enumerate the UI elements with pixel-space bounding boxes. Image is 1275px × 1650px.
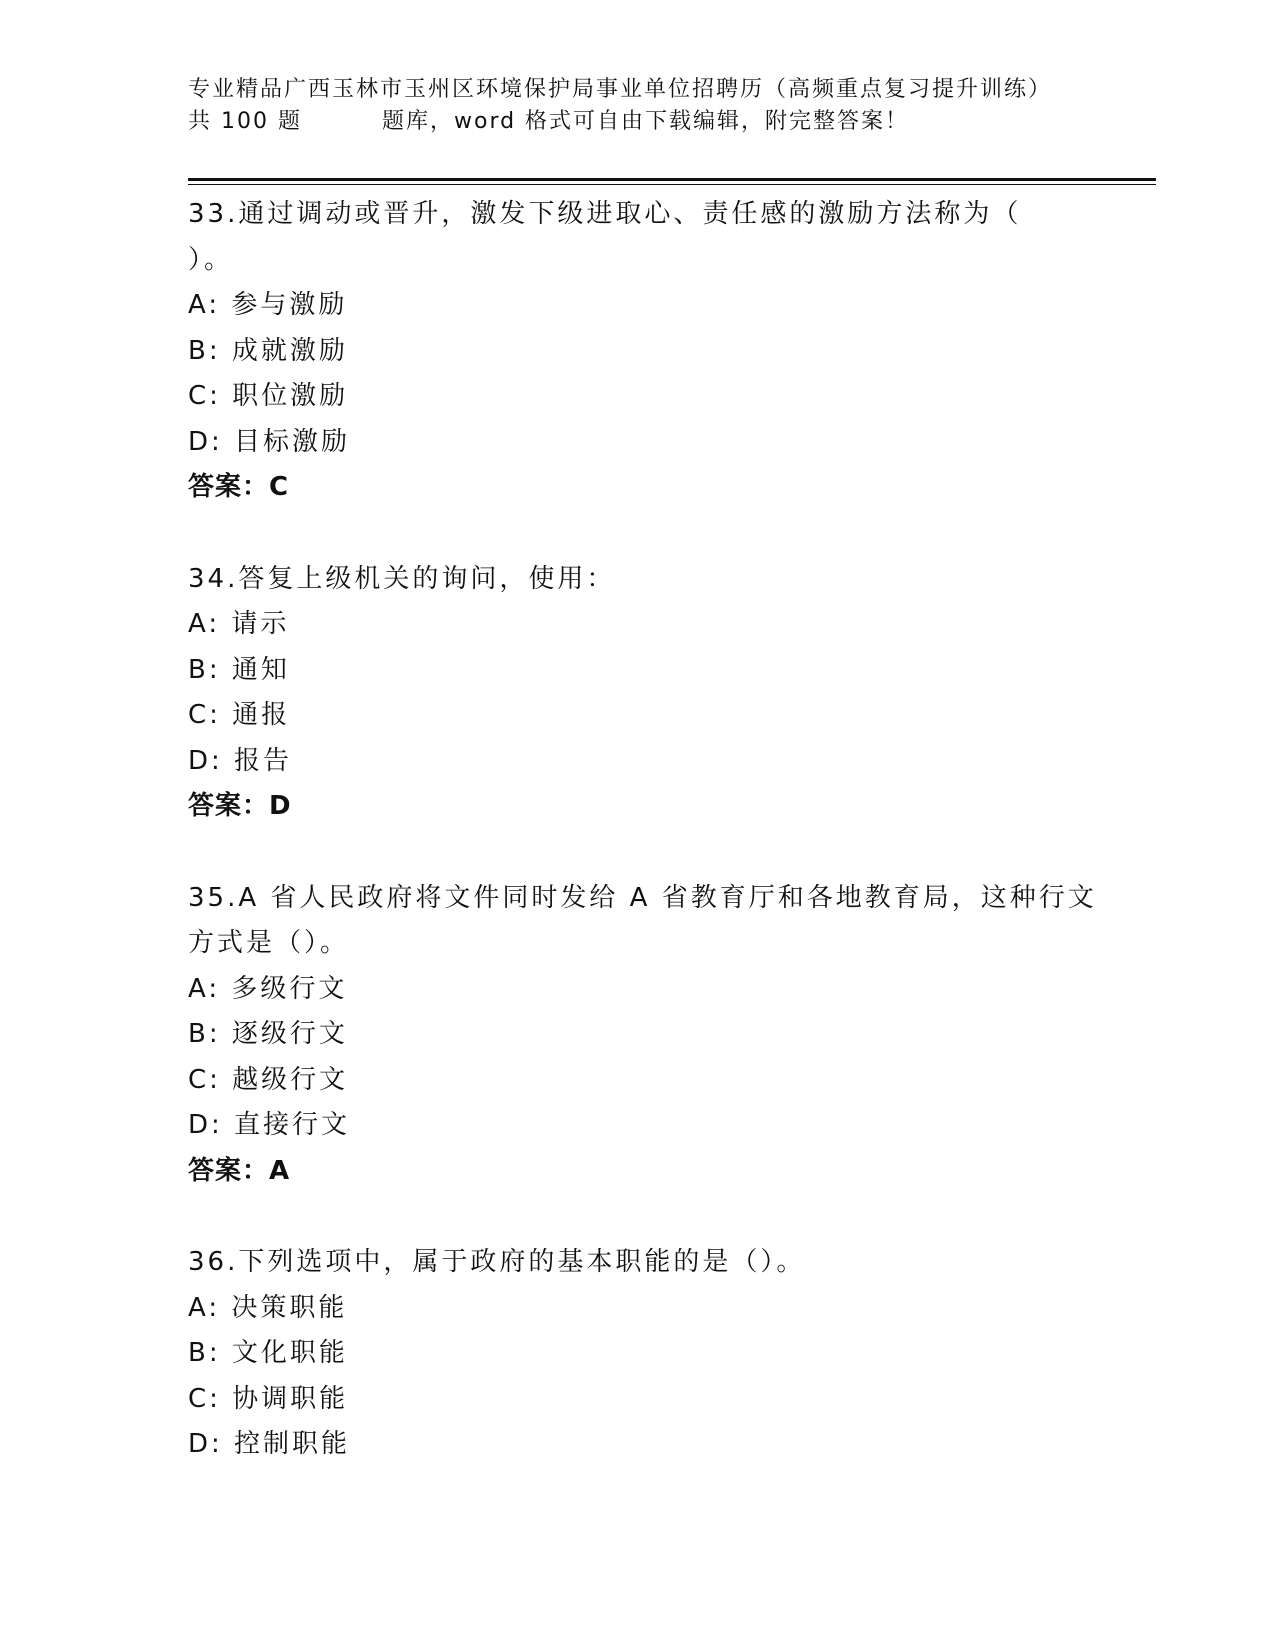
option-b: B: 逐级行文	[188, 1019, 348, 1049]
header-subtitle	[188, 106, 1088, 138]
option-a: A: 请示	[188, 609, 290, 639]
question-36	[188, 1240, 1088, 1468]
option-d: D: 目标激励	[188, 426, 351, 457]
question-stem: ）。	[188, 244, 234, 275]
question-35	[188, 876, 1097, 1195]
answer: 答案：A	[188, 1155, 291, 1186]
option-a: A: 参与激励	[188, 290, 348, 320]
option-c: C: 协调职能	[188, 1383, 349, 1414]
option-c: C: 职位激励	[188, 381, 349, 411]
option-b: B: 通知	[188, 654, 290, 685]
question-34	[188, 557, 1088, 830]
header-question-count: 共 100 题	[188, 109, 302, 134]
question-stem: 35.A 省人民政府将文件同时发给 A 省教育厅和各地教育局，这种行文	[188, 882, 1097, 913]
header-title: 专业精品广西玉林市玉州区环境保护局事业单位招聘历（高频重点复习提升训练）	[188, 77, 1053, 102]
option-b: B: 成就激励	[188, 335, 348, 366]
question-33	[188, 192, 1088, 511]
option-d: D: 报告	[188, 745, 293, 776]
document-header	[188, 74, 1088, 138]
option-d: D: 直接行文	[188, 1110, 351, 1140]
header-divider-thin	[188, 184, 1156, 185]
option-a: A: 决策职能	[188, 1292, 348, 1323]
answer: 答案：D	[188, 791, 292, 821]
option-a: A: 多级行文	[188, 973, 348, 1004]
question-stem: 方式是（）。	[188, 928, 350, 958]
option-c: C: 通报	[188, 700, 291, 730]
question-stem: 33.通过调动或晋升，激发下级进取心、责任感的激励方法称为（	[188, 199, 1022, 229]
question-list	[188, 192, 1097, 1514]
option-b: B: 文化职能	[188, 1338, 348, 1368]
option-d: D: 控制职能	[188, 1429, 351, 1459]
header-divider-thick	[188, 178, 1156, 181]
question-stem: 36.下列选项中，属于政府的基本职能的是（）。	[188, 1247, 806, 1277]
header-description: 题库，word 格式可自由下载编辑，附完整答案！	[381, 109, 910, 134]
question-stem: 34.答复上级机关的询问，使用：	[188, 563, 616, 594]
answer: 答案：C	[188, 472, 290, 502]
option-c: C: 越级行文	[188, 1064, 349, 1095]
